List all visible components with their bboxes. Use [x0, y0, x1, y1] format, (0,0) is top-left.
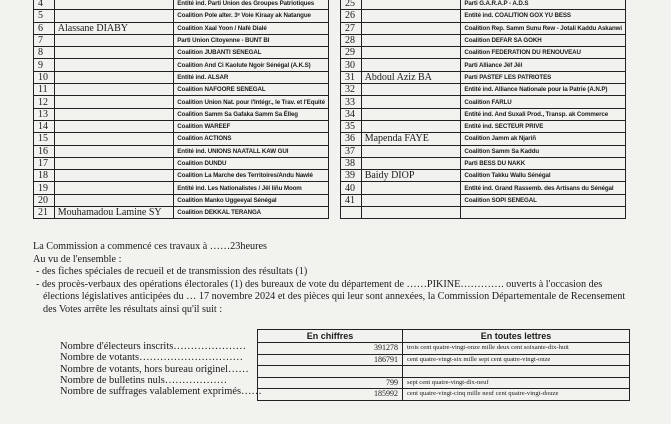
list-number: 26: [341, 10, 362, 22]
candidate-name: [54, 182, 174, 194]
candidate-row: [34, 182, 329, 194]
result-label: Nombre de votants…………………………: [60, 352, 243, 364]
list-number: 13: [34, 108, 55, 120]
candidate-row: [341, 71, 626, 83]
resultats-line: des Votes arrête les résultats ainsi qu'il suit :: [43, 303, 223, 315]
list-number: 5: [34, 10, 55, 22]
list-number: 8: [34, 47, 55, 59]
party-name: Parti Alliance Jëf Jël: [461, 59, 626, 71]
fiches-line: - des fiches spéciales de recueil et de transmission des résultats (1): [36, 266, 308, 277]
candidate-name: Alassane DIABY: [54, 22, 174, 34]
candidate-name: [54, 96, 174, 108]
party-name: Parti BESS DU NAKK: [461, 157, 626, 169]
list-number: 28: [341, 34, 362, 46]
party-name: Coalition FARLU: [461, 96, 626, 108]
party-name: Coalition Union Nat. pour l'Intégr., le Trav. et l'Equité: [174, 96, 329, 108]
party-name: Entité ind. UNIONS NAATALL KAW GUI: [174, 145, 329, 157]
candidate-row: [34, 96, 329, 108]
candidate-row: [34, 108, 329, 120]
list-number: 27: [341, 22, 362, 34]
party-name: Coalition DUNDU: [174, 157, 329, 169]
list-number: 20: [34, 194, 55, 206]
candidate-name: [361, 10, 461, 22]
candidate-row: [34, 145, 329, 157]
party-name: [461, 207, 626, 219]
candidate-name: [54, 71, 174, 83]
result-label: Nombre de suffrages valablement exprimés……: [60, 386, 262, 398]
result-row: [258, 354, 630, 366]
party-name: Entité ind. COALITION GOX YU BESS: [461, 10, 626, 22]
start-time-line: La Commission a commencé ces travaux à ……23heures: [33, 241, 267, 252]
results-labels: [60, 341, 262, 397]
candidate-row: [341, 84, 626, 96]
candidate-row: [34, 22, 329, 34]
result-value: 186791: [258, 354, 403, 366]
au-vu-line: Au vu de l'ensemble :: [33, 253, 122, 265]
candidate-name: [54, 170, 174, 182]
list-number: 35: [341, 120, 362, 132]
list-number: 15: [34, 133, 55, 145]
candidate-row: [34, 133, 329, 145]
list-number: 41: [341, 194, 362, 206]
candidate-row: [34, 207, 329, 219]
results-table: [257, 329, 630, 401]
party-name: Entité ind. SECTEUR PRIVE: [461, 120, 626, 132]
result-label: Nombre de bulletins nuls………………: [60, 374, 228, 386]
party-name: Coalition Pole alter. 3ᵉ Voie Kiraay ak Natangue: [174, 10, 329, 22]
candidate-name: [54, 10, 174, 22]
candidate-name: [54, 133, 174, 145]
party-name: Coalition Xaal Yoon / Nafé Dialé: [174, 22, 329, 34]
candidate-row: [341, 207, 626, 219]
party-name: Coalition Takku Wallu Sénégal: [461, 170, 626, 182]
party-name: Coalition La Marche des Territoires/Andu Nawlé: [174, 170, 329, 182]
result-in-letters: sept cent quatre-vingt-dix-neuf: [403, 377, 630, 389]
party-name: Coalition SOPI SENEGAL: [461, 194, 626, 206]
candidate-row: [341, 34, 626, 46]
candidate-name: [361, 84, 461, 96]
candidate-name: [361, 182, 461, 194]
elections-line: élections législatives anticipées du … 17 novembre 2024 et des pièces qui leur sont annexées, la Commission Départementale de Recensement: [43, 291, 626, 302]
result-label: Nombre d'électeurs inscrits…………………: [60, 341, 246, 352]
commission-start-text: [33, 241, 625, 316]
list-number: 34: [341, 108, 362, 120]
candidate-row: [341, 0, 626, 10]
candidate-row: [341, 182, 626, 194]
candidate-name: Mouhamadou Lamine SY: [54, 207, 174, 219]
candidate-row: [341, 145, 626, 157]
list-number: 37: [341, 145, 362, 157]
candidate-name: [361, 0, 461, 10]
party-name: Coalition Samm Sa Gafaka Samm Sa Élleg: [174, 108, 329, 120]
party-name: Coalition JUBANTI SENEGAL: [174, 47, 329, 59]
list-number: 40: [341, 182, 362, 194]
candidate-name: [361, 108, 461, 120]
list-number: 33: [341, 96, 362, 108]
party-name: Entité ind. Les Nationalistes / Jël liñu Moom: [174, 182, 329, 194]
candidate-row: [341, 194, 626, 206]
candidate-row: [34, 84, 329, 96]
result-in-letters: [403, 366, 630, 378]
candidate-name: [361, 96, 461, 108]
candidate-name: [361, 207, 461, 219]
candidate-row: [34, 71, 329, 83]
list-number: 29: [341, 47, 362, 59]
candidate-name: [361, 22, 461, 34]
candidate-name: [54, 120, 174, 132]
party-name: Coalition Manko Uggeeyal Sénégal: [174, 194, 329, 206]
result-in-letters: trois cent quatre-vingt-onze mille deux cent soixante-dix-huit: [403, 343, 630, 355]
candidate-row: [341, 133, 626, 145]
party-name: Entité ind. And Suxali Prod., Transp. ak Commerce: [461, 108, 626, 120]
candidate-row: [34, 47, 329, 59]
party-name: Coalition ACTIONS: [174, 133, 329, 145]
candidate-name: [361, 194, 461, 206]
candidate-row: [341, 22, 626, 34]
list-number: [341, 207, 362, 219]
candidate-row: [341, 59, 626, 71]
party-name: Entité ind. Grand Rassemb. des Artisans du Sénégal: [461, 182, 626, 194]
candidate-row: [341, 120, 626, 132]
right-candidates-table: [340, 0, 626, 219]
party-name: Coalition Samm Sa Kaddu: [461, 145, 626, 157]
list-number: 4: [34, 0, 55, 10]
result-row: [258, 389, 630, 401]
list-number: 17: [34, 157, 55, 169]
list-number: 32: [341, 84, 362, 96]
list-number: 10: [34, 71, 55, 83]
candidate-row: [34, 0, 329, 10]
candidate-name: [54, 194, 174, 206]
party-name: Entité ind. Parti Union des Groupes Patriotiques: [174, 0, 329, 10]
list-number: 19: [34, 182, 55, 194]
col-chiffres-header: En chiffres: [258, 330, 403, 343]
candidate-name: [361, 59, 461, 71]
candidate-name: [54, 59, 174, 71]
candidate-name: Mapenda FAYE: [361, 133, 461, 145]
result-value: [258, 366, 403, 378]
party-name: Entité ind. ALSAR: [174, 71, 329, 83]
candidate-name: [54, 84, 174, 96]
list-number: 39: [341, 170, 362, 182]
candidate-row: [341, 10, 626, 22]
party-name: Parti G.A.R.A.P - A.D.S: [461, 0, 626, 10]
candidate-row: [341, 157, 626, 169]
candidate-row: [341, 96, 626, 108]
candidate-row: [34, 34, 329, 46]
candidate-name: [54, 108, 174, 120]
party-name: Coalition And Ci Kaolute Ngoir Sénégal (A.K.S): [174, 59, 329, 71]
party-name: Parti PASTEF LES PATRIOTES: [461, 71, 626, 83]
candidate-row: [341, 47, 626, 59]
result-label: Nombre de votants, hors bureau originel……: [60, 363, 249, 375]
party-name: Coalition DEKKAL TERANGA: [174, 207, 329, 219]
list-number: 7: [34, 34, 55, 46]
candidate-name: Abdoul Aziz BA: [361, 71, 461, 83]
candidate-row: [34, 59, 329, 71]
candidate-name: [361, 157, 461, 169]
candidate-name: [54, 0, 174, 10]
result-value: 391278: [258, 343, 403, 355]
list-number: 31: [341, 71, 362, 83]
result-row: [258, 377, 630, 389]
party-name: Entité ind. Alliance Nationale pour la Patrie (A.N.P): [461, 84, 626, 96]
candidate-row: [34, 170, 329, 182]
candidate-name: [361, 120, 461, 132]
list-number: 6: [34, 22, 55, 34]
candidate-name: [54, 47, 174, 59]
party-name: Coalition DEFAR SA GOKH: [461, 34, 626, 46]
left-candidates-table: [33, 0, 329, 219]
list-number: 18: [34, 170, 55, 182]
candidate-name: [54, 157, 174, 169]
party-name: Parti Union Citoyenne - BUNT BI: [174, 34, 329, 46]
list-number: 21: [34, 207, 55, 219]
list-number: 9: [34, 59, 55, 71]
candidate-row: [341, 170, 626, 182]
party-name: Coalition Rep. Samm Sunu Rew - Jotali Kaddu Askanwi: [461, 22, 626, 34]
result-in-letters: cent quatre-vingt-cinq mille neuf cent quatre-vingt-douze: [403, 389, 630, 401]
party-name: Coalition FEDERATION DU RENOUVEAU: [461, 47, 626, 59]
col-lettres-header: En toutes lettres: [403, 330, 630, 343]
list-number: 38: [341, 157, 362, 169]
list-number: 36: [341, 133, 362, 145]
candidate-row: [34, 157, 329, 169]
party-name: Coalition NAFOORE SENEGAL: [174, 84, 329, 96]
list-number: 25: [341, 0, 362, 10]
result-row: [258, 366, 630, 378]
candidate-name: [361, 145, 461, 157]
result-in-letters: cent quatre-vingt-six mille sept cent quatre-vingt-onze: [403, 354, 630, 366]
proces-verbaux-line: - des procès-verbaux des opérations électorales (1) des bureaux de vote du département de ……PIKINE…………. ouverts à l'occasion des: [36, 278, 603, 290]
result-value: 799: [258, 377, 403, 389]
candidate-row: [34, 10, 329, 22]
candidate-name: [54, 145, 174, 157]
candidate-name: [361, 47, 461, 59]
list-number: 11: [34, 84, 55, 96]
list-number: 16: [34, 145, 55, 157]
candidate-row: [34, 120, 329, 132]
candidate-name: [361, 34, 461, 46]
candidate-row: [341, 108, 626, 120]
candidate-name: [54, 34, 174, 46]
candidate-name: Baidy DIOP: [361, 170, 461, 182]
candidate-row: [34, 194, 329, 206]
party-name: Coalition Jamm ak Njariñ: [461, 133, 626, 145]
result-row: [258, 343, 630, 355]
list-number: 30: [341, 59, 362, 71]
party-name: Coalition WAREEF: [174, 120, 329, 132]
list-number: 12: [34, 96, 55, 108]
list-number: 14: [34, 120, 55, 132]
result-value: 185992: [258, 389, 403, 401]
